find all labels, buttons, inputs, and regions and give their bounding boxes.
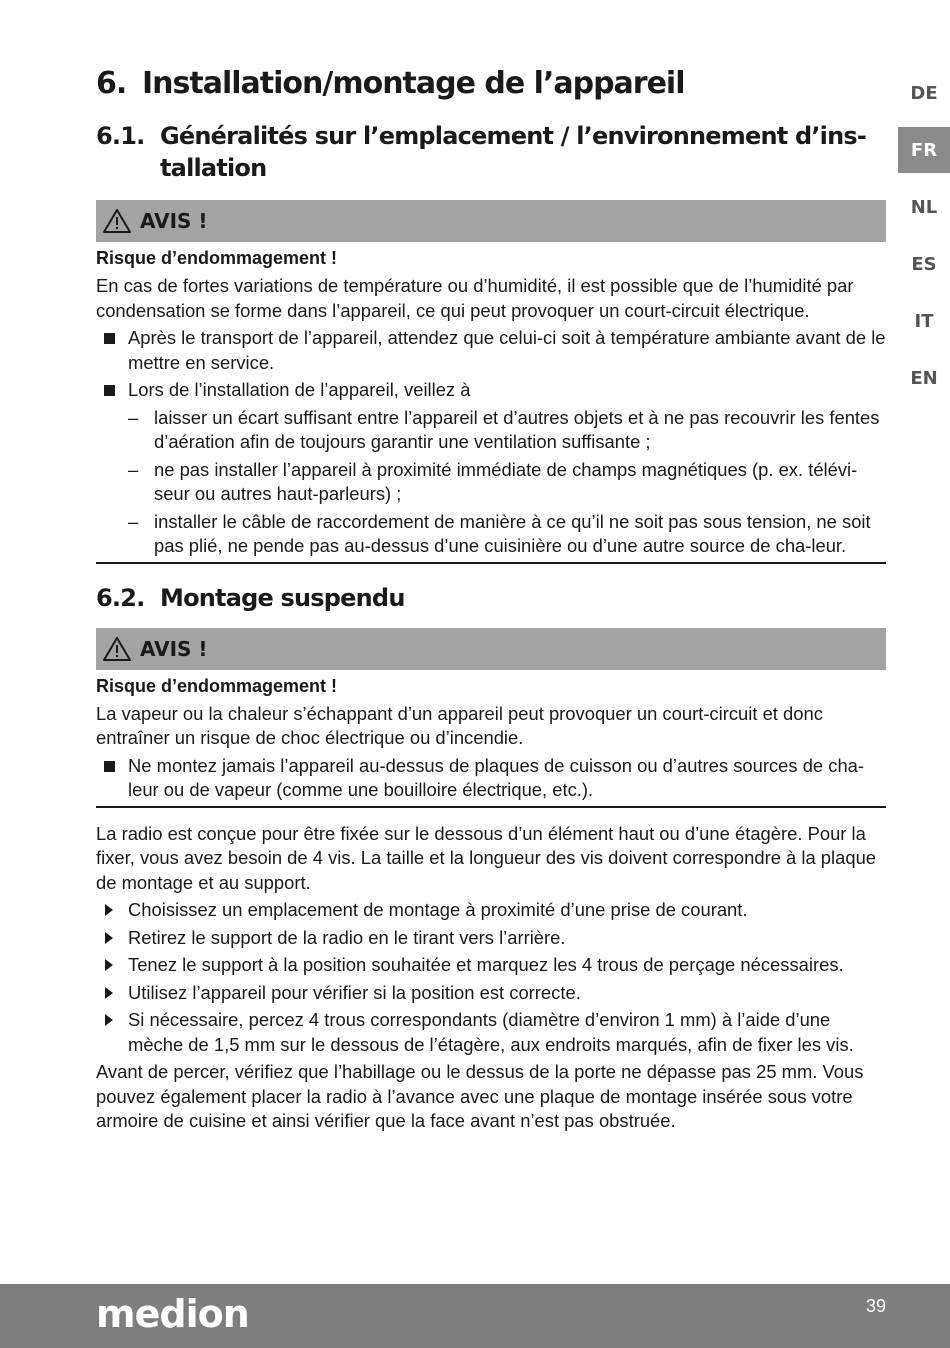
dash-list bbox=[128, 406, 886, 559]
body-paragraph: La radio est conçue pour être fixée sur le dessous d’un élément haut ou d’une étagère. Pour la fixer, vous avez besoin de 4 vis. La taille et la longueur des vis doivent correspondre à la plaque de montage et au support. bbox=[96, 822, 877, 893]
tab-lang-it[interactable]: IT bbox=[914, 310, 934, 332]
notice-label: AVIS ! bbox=[140, 636, 208, 661]
tab-lang-de[interactable]: DE bbox=[910, 82, 938, 104]
page-content bbox=[96, 64, 886, 1134]
divider bbox=[96, 806, 886, 808]
tab-lang-fr[interactable]: FR bbox=[898, 127, 950, 173]
list-item: – ne pas installer l’appareil à proximité immédiate de champs magnétiques (p. ex. télévi-seur ou autres haut-parleurs) ; bbox=[128, 458, 858, 504]
arrow-step-icon bbox=[105, 987, 113, 999]
subsection-title: Montage suspendu bbox=[160, 583, 405, 612]
list-item: Ne montez jamais l’appareil au-dessus de plaques de cuisson ou d’autres sources de cha-leur ou de vapeur (comme une bouilloire électrique, etc.). bbox=[96, 754, 886, 803]
square-bullet-icon bbox=[104, 385, 115, 396]
risk-heading: Risque d’endommagement ! bbox=[96, 248, 338, 268]
list-item: Après le transport de l’appareil, attendez que celui-ci soit à température ambiante avant de le mettre en service. bbox=[96, 326, 886, 375]
notice-bullet-list bbox=[96, 754, 886, 803]
notice-bar bbox=[96, 200, 886, 242]
square-bullet-icon bbox=[104, 761, 115, 772]
subsection-heading-6-2 bbox=[96, 582, 886, 614]
section-heading bbox=[96, 64, 886, 104]
arrow-step-icon bbox=[105, 959, 113, 971]
list-item: – installer le câble de raccordement de manière à ce qu’il ne soit pas sous tension, ne soit pas plié, ne pende pas au-dessus d’une cuisinière ou d’une autre source de cha-leur. bbox=[128, 510, 871, 556]
step-item: Retirez le support de la radio en le tirant vers l’arrière. bbox=[96, 926, 886, 951]
step-list bbox=[96, 898, 886, 1057]
arrow-step-icon bbox=[105, 1014, 113, 1026]
subsection-number: 6.1. bbox=[96, 122, 145, 150]
page-number: 39 bbox=[865, 1296, 886, 1316]
subsection-title: Généralités sur l’emplacement / l’environnement d’ins-tallation bbox=[160, 122, 867, 182]
notice-intro: En cas de fortes variations de température ou d’humidité, il est possible que de l’humidité par condensation se forme dans l’appareil, ce qui peut provoquer un court-circuit électrique. bbox=[96, 275, 854, 321]
list-item: – laisser un écart suffisant entre l’appareil et d’autres objets et à ne pas recouvrir les fentes d’aération afin de toujours garantir une ventilation suffisante ; bbox=[128, 406, 880, 452]
notice-intro: La vapeur ou la chaleur s’échappant d’un appareil peut provoquer un court-circuit et donc entraîner un risque de choc électrique ou d’incendie. bbox=[96, 702, 823, 748]
tab-lang-es[interactable]: ES bbox=[911, 253, 937, 275]
tab-lang-en[interactable]: EN bbox=[910, 367, 938, 389]
body-paragraph: Avant de percer, vérifiez que l’habillage ou le dessus de la porte ne dépasse pas 25 mm. Vous pouvez également placer la radio à l’avance avec une plaque de montage insérée sous votre armoire de cuisine et ainsi vérifier que la face avant n’est pas obstruée. bbox=[96, 1061, 864, 1131]
square-bullet-icon bbox=[104, 333, 115, 344]
list-item: Lors de l’installation de l’appareil, veillez à – laisser un écart suffisant entre l’appareil et d’autres objets et à ne pas recouvrir les fentes d’aération afin de toujours garantir une ventilation suffisante ; – ne pas installer l’appareil à proximité immédiate de champs magnétiques (p. ex. télévi-seur ou autres haut-parleurs) ; – installer le câble de raccordement de manière à ce qu’il ne soit pas sous tension, ne soit pas plié, ne pende pas au-dessus d’une cuisinière ou d’une autre source de cha-leur. bbox=[96, 378, 886, 559]
notice-label: AVIS ! bbox=[140, 209, 208, 233]
footer-bar bbox=[0, 1284, 950, 1348]
notice-bar bbox=[96, 628, 886, 670]
arrow-step-icon bbox=[105, 904, 113, 916]
step-item: Choisissez un emplacement de montage à proximité d’une prise de courant. bbox=[96, 898, 886, 923]
step-item: Tenez le support à la position souhaitée et marquez les 4 trous de perçage nécessaires. bbox=[96, 953, 886, 978]
step-item: Utilisez l’appareil pour vérifier si la position est correcte. bbox=[96, 981, 886, 1006]
section-number: 6. bbox=[96, 66, 127, 101]
risk-heading: Risque d’endommagement ! bbox=[96, 675, 338, 696]
tab-lang-nl[interactable]: NL bbox=[910, 196, 938, 218]
step-item: Si nécessaire, percez 4 trous correspondants (diamètre d’environ 1 mm) à l’aide d’une mèche de 1,5 mm sur le dessous de l’étagère, aux endroits marqués, afin de fixer les vis. bbox=[96, 1008, 886, 1057]
notice-bullet-list bbox=[96, 326, 886, 559]
divider bbox=[96, 562, 886, 564]
subsection-heading-6-1 bbox=[96, 120, 886, 184]
language-tabs bbox=[898, 70, 950, 412]
warning-triangle-icon bbox=[100, 208, 134, 234]
brand-logo: medion bbox=[96, 1292, 249, 1336]
subsection-number: 6.2. bbox=[96, 583, 145, 612]
warning-triangle-icon bbox=[100, 636, 134, 662]
section-title: Installation/montage de l’appareil bbox=[142, 66, 685, 101]
arrow-step-icon bbox=[105, 932, 113, 944]
